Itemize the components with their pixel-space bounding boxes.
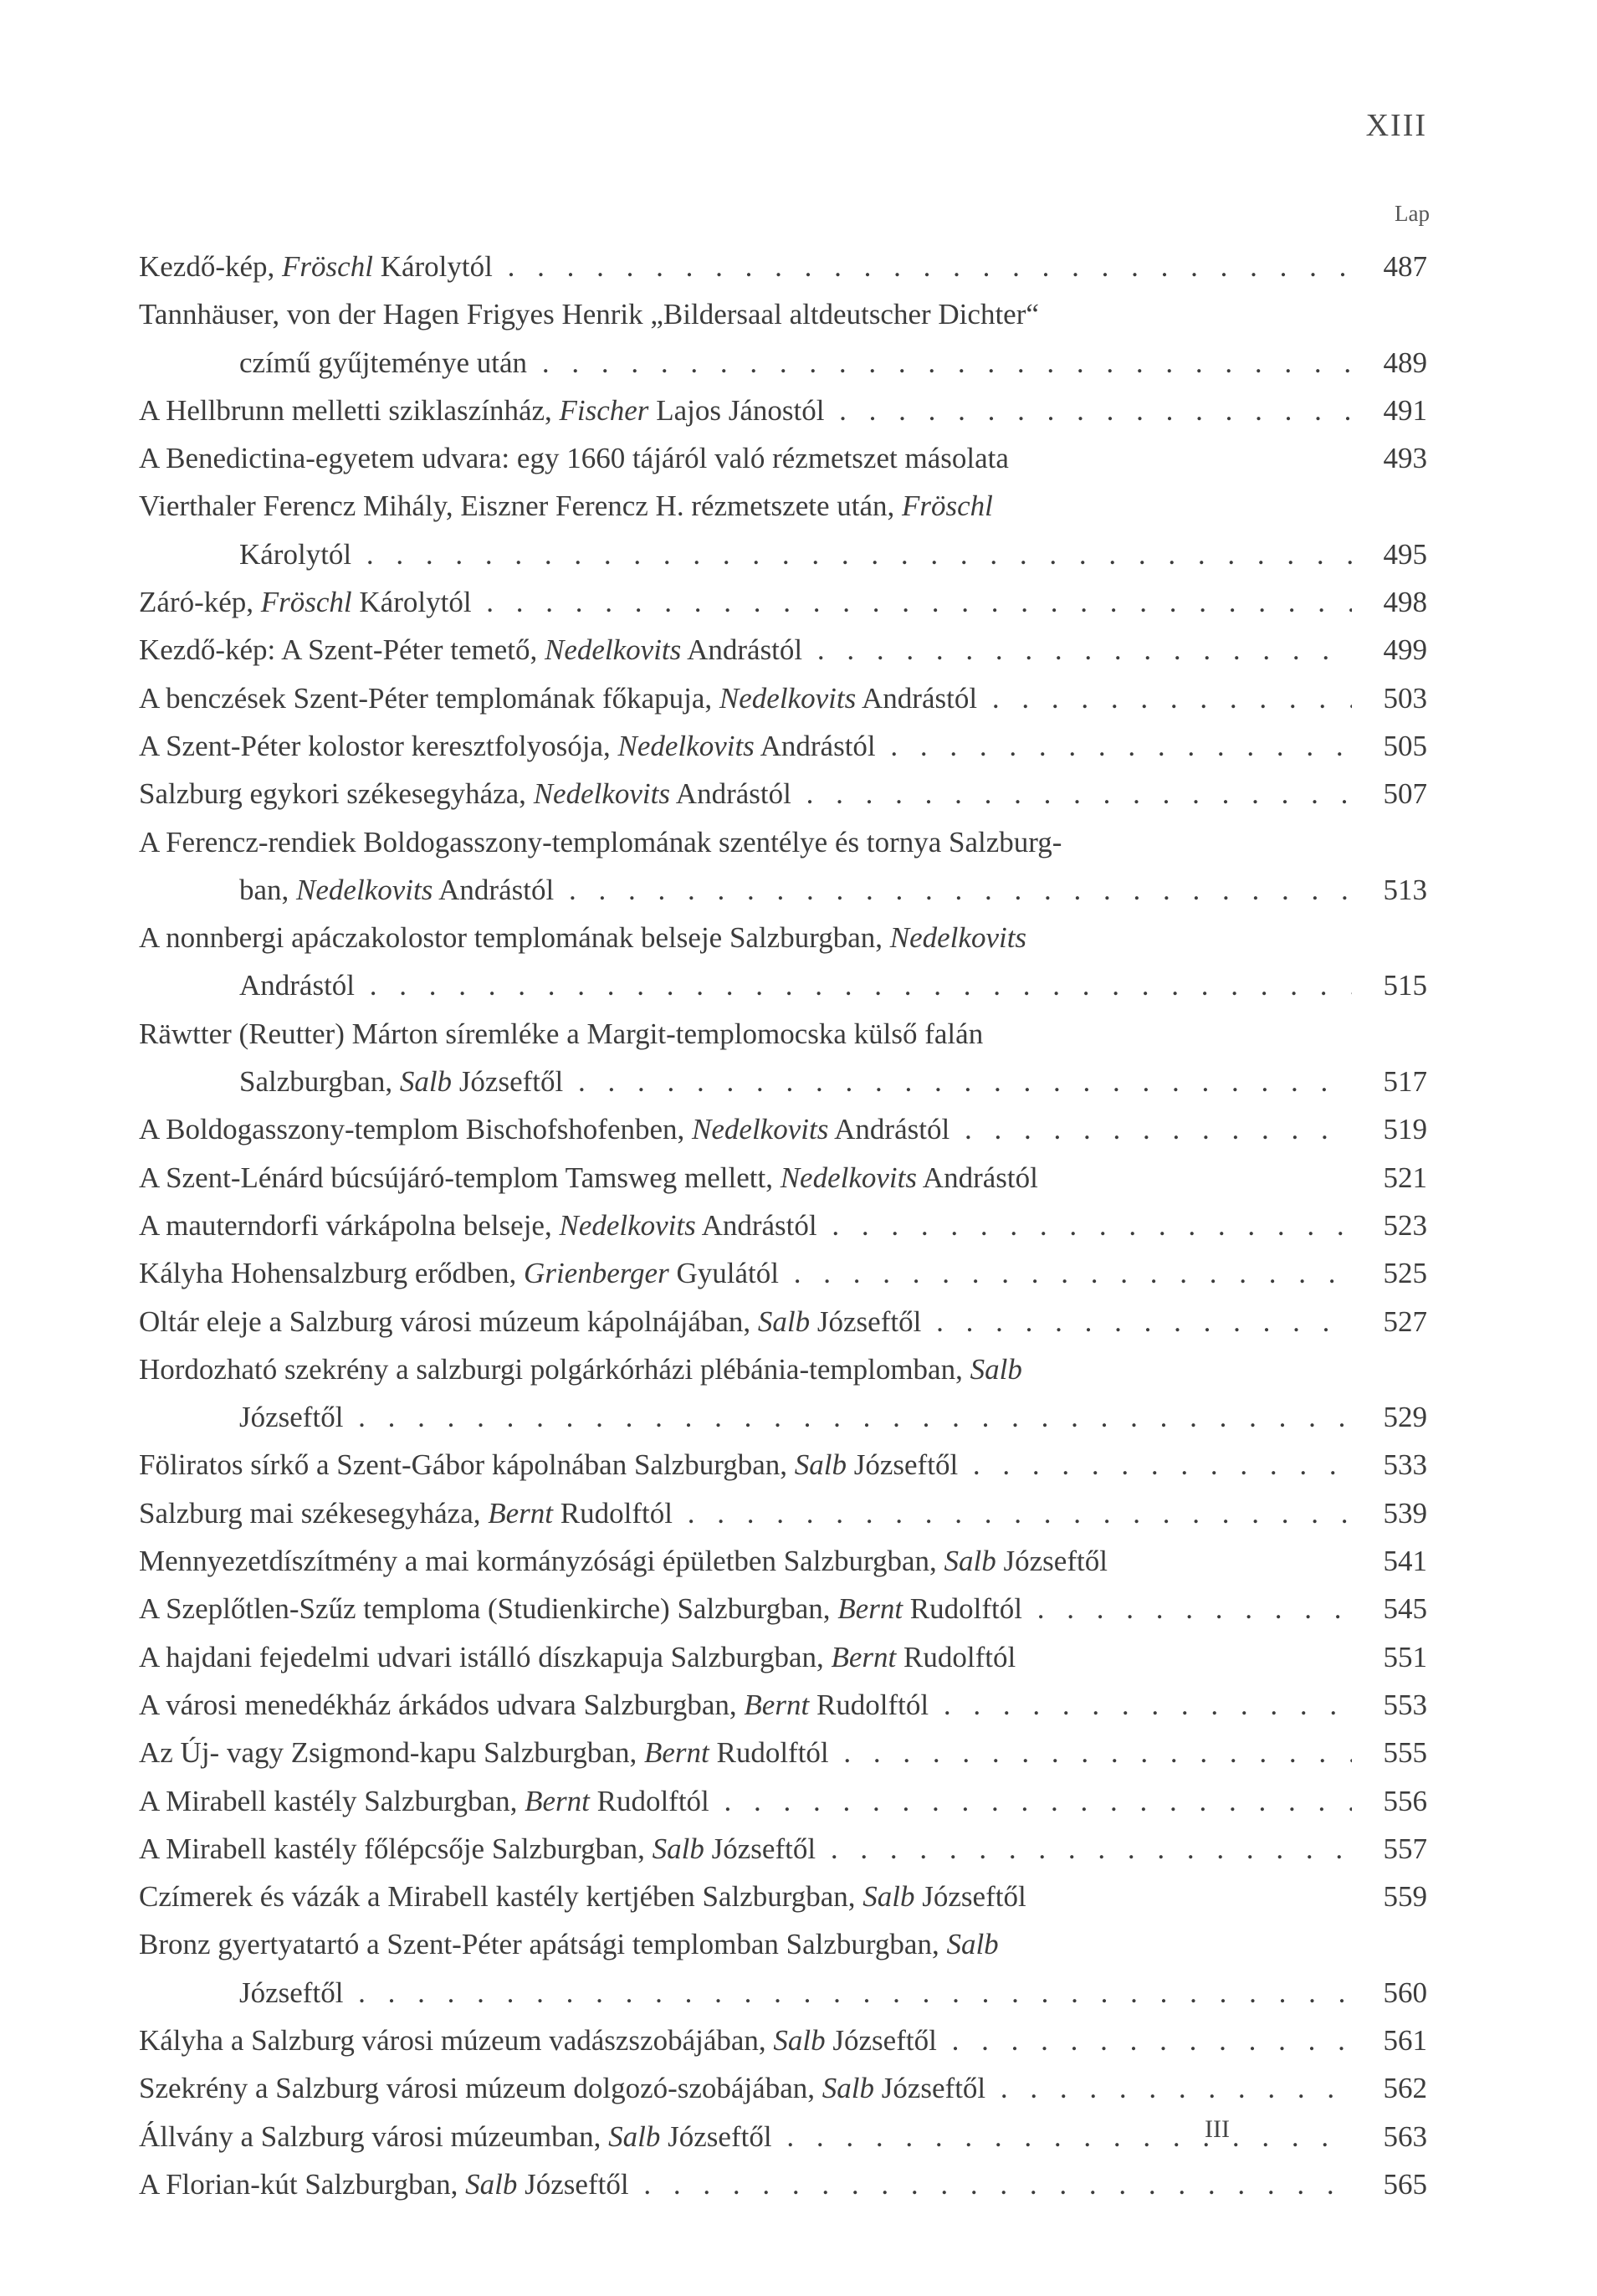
toc-entry xyxy=(139,674,1427,722)
toc-entry-line xyxy=(139,1154,1427,1202)
toc-entry xyxy=(139,722,1427,770)
toc-entry xyxy=(139,2017,1427,2064)
toc-entry-line xyxy=(139,2064,1427,2112)
toc-entry-line xyxy=(139,243,1427,290)
caption-text: A benczések Szent-Péter templomának főkapuja, xyxy=(139,681,719,715)
leader-dots xyxy=(554,874,1352,906)
toc-entry-title xyxy=(139,1298,1352,1345)
caption-text: Józseftől xyxy=(239,1401,344,1434)
caption-text: Józseftől xyxy=(660,2119,772,2153)
caption-text: Józseftől xyxy=(825,2023,937,2057)
caption-text: Rudolftól xyxy=(809,1688,929,1721)
artist-name: Bernt xyxy=(831,1640,897,1673)
artist-name: Nedelkovits xyxy=(545,633,682,667)
page-ref: 553 xyxy=(1383,1688,1427,1721)
caption-text: Bronz gyertyatartó a Szent-Péter apátsági templomban Salzburgban, xyxy=(139,1928,947,1961)
page-ref: 498 xyxy=(1383,586,1427,619)
toc-entry-title xyxy=(139,1537,1352,1585)
caption-text: A Boldogasszony-templom Bischofshofenben, xyxy=(139,1113,693,1146)
artist-name: Salb xyxy=(465,2167,518,2201)
caption-text: Kályha Hohensalzburg erődben, xyxy=(139,1257,525,1290)
caption-text: Józseftől xyxy=(239,1976,344,2009)
toc-entry xyxy=(139,1489,1427,1537)
toc-entry xyxy=(139,1202,1427,1249)
page-ref: 555 xyxy=(1383,1736,1427,1770)
page-ref: 561 xyxy=(1383,2023,1427,2057)
caption-text: Gyulától xyxy=(668,1257,779,1290)
toc-entry-title xyxy=(139,1345,1352,1393)
toc-entry-line xyxy=(139,434,1427,482)
toc-entry-title xyxy=(139,1633,1352,1681)
toc-entry-title xyxy=(139,339,1352,387)
caption-text: Józseftől xyxy=(914,1880,1026,1914)
artist-name: Nedelkovits xyxy=(692,1113,829,1146)
toc-entry-title xyxy=(139,1777,1352,1825)
artist-name: Salb xyxy=(862,1880,915,1914)
toc-entry xyxy=(139,1729,1427,1776)
toc-entry xyxy=(139,914,1427,1010)
artist-name: Salb xyxy=(822,2072,874,2105)
toc-entry xyxy=(139,1633,1427,1681)
toc-entry-title xyxy=(139,1441,1352,1489)
toc-entry xyxy=(139,482,1427,578)
caption-text: A nonnbergi apáczakolostor templomának belseje Salzburgban, xyxy=(139,921,890,955)
toc-entry xyxy=(139,1873,1427,1920)
toc-entry-title xyxy=(139,674,1352,722)
toc-entry xyxy=(139,1777,1427,1825)
toc-entry-title xyxy=(139,626,1352,674)
toc-entry-line xyxy=(139,1729,1427,1776)
toc-entry xyxy=(139,434,1427,482)
leader-dots xyxy=(1022,1592,1352,1625)
toc-entry-line xyxy=(139,1825,1427,1873)
page-ref: 513 xyxy=(1383,873,1427,906)
caption-text: Andrástól xyxy=(681,633,803,667)
toc-entry-line xyxy=(139,290,1427,338)
caption-text: Józseftől xyxy=(810,1304,922,1338)
artist-name: Nedelkovits xyxy=(559,1208,696,1242)
leader-dots xyxy=(876,730,1352,762)
caption-text: A Hellbrunn melletti sziklaszínház, xyxy=(139,393,560,427)
caption-text: Józseftől xyxy=(873,2072,986,2105)
toc-entry xyxy=(139,2113,1427,2160)
toc-entry-line xyxy=(139,1105,1427,1153)
leader-dots xyxy=(563,1065,1352,1098)
artist-name: Salb xyxy=(608,2119,661,2153)
toc-entry xyxy=(139,2064,1427,2112)
page-ref: 541 xyxy=(1383,1545,1427,1578)
toc-entry-title xyxy=(139,1105,1352,1153)
toc-entry xyxy=(139,1249,1427,1297)
caption-text: Rudolftól xyxy=(896,1640,1016,1673)
toc-entry-title xyxy=(139,1681,1352,1729)
artist-name: Nedelkovits xyxy=(617,729,755,762)
caption-text: Lajos Jánostól xyxy=(648,393,825,427)
toc-entry-line xyxy=(139,770,1427,817)
toc-entry-title xyxy=(139,818,1352,866)
toc-entry-title xyxy=(139,1729,1352,1776)
caption-text: A Mirabell kastély Salzburgban, xyxy=(139,1784,525,1817)
caption-text: Mennyezetdíszítmény a mai kormányzósági épületben Salzburgban, xyxy=(139,1545,944,1578)
caption-text: A hajdani fejedelmi udvari istálló díszkapuja Salzburgban, xyxy=(139,1640,832,1673)
page-ref: 527 xyxy=(1383,1304,1427,1338)
toc-entry-line xyxy=(139,2160,1427,2208)
caption-text: Kezdő-kép, xyxy=(139,250,283,283)
toc-entry xyxy=(139,578,1427,626)
toc-entry-line xyxy=(139,1920,1427,1968)
toc-entry-title xyxy=(139,243,1352,290)
page-ref: 503 xyxy=(1383,681,1427,715)
caption-text: Rudolftól xyxy=(589,1784,709,1817)
artist-name: Fröschl xyxy=(260,586,352,619)
caption-text: Föliratos sírkő a Szent-Gábor kápolnában Salzburgban, xyxy=(139,1448,795,1482)
toc-entry xyxy=(139,626,1427,674)
caption-text: Andrástól xyxy=(239,969,356,1002)
toc-entry-line xyxy=(139,866,1427,914)
toc-entry-title xyxy=(139,1154,1352,1202)
artist-name: Bernt xyxy=(525,1784,590,1817)
artist-name: Bernt xyxy=(744,1688,810,1721)
caption-text: ban, xyxy=(239,873,297,906)
page-ref: 557 xyxy=(1383,1832,1427,1865)
caption-text: A Szent-Péter kolostor keresztfolyosója, xyxy=(139,729,618,762)
artist-name: Fischer xyxy=(559,393,649,427)
toc-entry xyxy=(139,1010,1427,1106)
caption-text: Kezdő-kép: A Szent-Péter temető, xyxy=(139,633,545,667)
caption-text: Józseftől xyxy=(704,1832,816,1865)
toc-entry-title xyxy=(139,290,1352,338)
caption-text: Az Új- vagy Zsigmond-kapu Salzburgban, xyxy=(139,1736,644,1770)
artist-name: Nedelkovits xyxy=(889,921,1027,955)
caption-text: Andrástól xyxy=(856,681,978,715)
artist-name: Salb xyxy=(652,1832,704,1865)
caption-text: Károlytól xyxy=(372,250,493,283)
leader-dots xyxy=(673,1497,1352,1530)
page-ref: 529 xyxy=(1383,1401,1427,1434)
caption-text: A Mirabell kastély főlépcsője Salzburgban, xyxy=(139,1832,653,1865)
page-ref: 505 xyxy=(1383,729,1427,762)
caption-text: Állvány a Salzburg városi múzeumban, xyxy=(139,2119,609,2153)
toc-entry-title xyxy=(139,1202,1352,1249)
toc-entry-line xyxy=(139,530,1427,578)
page-ref: 517 xyxy=(1383,1065,1427,1099)
toc-entry xyxy=(139,1154,1427,1202)
leader-dots xyxy=(772,2120,1352,2153)
caption-text: Tannhäuser, von der Hagen Frigyes Henrik „Bildersaal altdeutscher Dichter“ xyxy=(139,298,1039,331)
toc-entry-title xyxy=(139,1585,1352,1632)
artist-name: Nedelkovits xyxy=(533,777,670,811)
page-ref: 539 xyxy=(1383,1496,1427,1530)
caption-text: Józseftől xyxy=(517,2167,629,2201)
toc-entry-line xyxy=(139,818,1427,866)
toc-entry-title xyxy=(139,434,1352,482)
caption-text: Rudolftól xyxy=(553,1496,673,1530)
leader-dots xyxy=(493,250,1352,283)
caption-text: A városi menedékház árkádos udvara Salzburgban, xyxy=(139,1688,745,1721)
toc-entry-line xyxy=(139,1489,1427,1537)
leader-dots xyxy=(817,1209,1352,1242)
page-ref: 563 xyxy=(1383,2119,1427,2153)
page-ref: 519 xyxy=(1383,1113,1427,1146)
page-ref: 487 xyxy=(1383,250,1427,283)
toc-entry-line xyxy=(139,482,1427,530)
toc-entry-title xyxy=(139,1920,1352,1968)
caption-text: Józseftől xyxy=(996,1545,1108,1578)
leader-dots xyxy=(472,586,1352,618)
leader-dots xyxy=(343,1401,1352,1433)
page-ref: 525 xyxy=(1383,1257,1427,1290)
artist-name: Bernt xyxy=(643,1736,709,1770)
caption-text: Józseftől xyxy=(847,1448,959,1482)
page-ref: 507 xyxy=(1383,777,1427,811)
toc-entry-line xyxy=(139,1633,1427,1681)
toc-entry-line xyxy=(139,1202,1427,1249)
leader-dots xyxy=(343,1976,1352,2009)
toc-entry-title xyxy=(139,2160,1352,2208)
toc-entry-line xyxy=(139,578,1427,626)
artist-name: Nedelkovits xyxy=(719,681,857,715)
caption-text: Andrástól xyxy=(695,1208,817,1242)
caption-text: Hordozható szekrény a salzburgi polgárkórházi plébánia-templomban, xyxy=(139,1352,970,1386)
toc-entry xyxy=(139,290,1427,387)
toc-entry-line xyxy=(139,1681,1427,1729)
leader-dots xyxy=(779,1257,1352,1289)
signature-mark: III xyxy=(1205,2115,1230,2143)
toc-entry xyxy=(139,1441,1427,1489)
toc-entry-line xyxy=(139,339,1427,387)
artist-name: Bernt xyxy=(488,1496,554,1530)
caption-text: Vierthaler Ferencz Mihály, Eiszner Ferencz H. rézmetszete után, xyxy=(139,489,902,523)
toc-entry-line xyxy=(139,1393,1427,1441)
caption-text: Andrástól xyxy=(916,1161,1038,1194)
page-number: XIII xyxy=(1365,108,1427,143)
toc-entry-title xyxy=(139,578,1352,626)
leader-dots xyxy=(985,2072,1352,2104)
page-ref: 491 xyxy=(1383,393,1427,427)
toc-entry-title xyxy=(139,914,1352,961)
caption-text: Salzburg mai székesegyháza, xyxy=(139,1496,489,1530)
artist-name: Fröschl xyxy=(282,250,373,283)
toc-entry-line xyxy=(139,626,1427,674)
page-ref: 495 xyxy=(1383,537,1427,571)
toc-entry-title xyxy=(139,770,1352,817)
toc-entry-title xyxy=(139,722,1352,770)
leader-dots xyxy=(802,633,1352,666)
toc-entry-title xyxy=(139,1489,1352,1537)
artist-name: Grienberger xyxy=(524,1257,669,1290)
caption-text: Oltár eleje a Salzburg városi múzeum kápolnájában, xyxy=(139,1304,758,1338)
toc-entry xyxy=(139,1920,1427,2017)
artist-name: Salb xyxy=(794,1448,847,1482)
toc-entry-title xyxy=(139,1249,1352,1297)
toc-entry xyxy=(139,1537,1427,1585)
table-of-illustrations xyxy=(139,243,1427,2208)
leader-dots xyxy=(709,1785,1352,1817)
page-ref: 523 xyxy=(1383,1208,1427,1242)
toc-entry-line xyxy=(139,1777,1427,1825)
page-ref: 559 xyxy=(1383,1880,1427,1914)
toc-entry-title xyxy=(139,482,1352,530)
leader-dots xyxy=(977,682,1352,715)
toc-entry xyxy=(139,1105,1427,1153)
caption-text: Józseftől xyxy=(452,1065,564,1099)
leader-dots xyxy=(791,777,1352,810)
toc-entry-title xyxy=(139,530,1352,578)
page-ref: 562 xyxy=(1383,2072,1427,2105)
toc-entry-line xyxy=(139,1585,1427,1632)
caption-text: Szekrény a Salzburg városi múzeum dolgozó-szobájában, xyxy=(139,2072,822,2105)
caption-text: Andrástól xyxy=(828,1113,950,1146)
page-ref: 493 xyxy=(1383,442,1427,475)
toc-entry xyxy=(139,243,1427,290)
caption-text: A Ferencz-rendiek Boldogasszony-templomának szentélye és tornya Salzburg- xyxy=(139,825,1062,858)
toc-entry-title xyxy=(139,1825,1352,1873)
leader-dots xyxy=(527,346,1352,379)
toc-entry-title xyxy=(139,2017,1352,2064)
toc-entry xyxy=(139,1345,1427,1442)
page-ref: 499 xyxy=(1383,633,1427,667)
caption-text: Károlytól xyxy=(351,586,472,619)
caption-text: Räwtter (Reutter) Márton síremléke a Margit-templomocska külső falán xyxy=(139,1017,984,1050)
toc-entry-title xyxy=(139,2064,1352,2112)
page-ref: 565 xyxy=(1383,2167,1427,2201)
toc-entry-line xyxy=(139,1058,1427,1105)
artist-name: Salb xyxy=(757,1304,811,1338)
artist-name: Salb xyxy=(773,2023,826,2057)
toc-entry-title xyxy=(139,866,1352,914)
leader-dots xyxy=(921,1305,1352,1338)
toc-entry-line xyxy=(139,1537,1427,1585)
toc-entry xyxy=(139,2160,1427,2208)
leader-dots xyxy=(629,2168,1352,2201)
toc-entry-title xyxy=(139,1058,1352,1105)
leader-dots xyxy=(816,1832,1352,1865)
toc-entry xyxy=(139,387,1427,434)
leader-dots xyxy=(949,1113,1352,1145)
toc-entry-line xyxy=(139,1969,1427,2017)
page-ref: 551 xyxy=(1383,1640,1427,1673)
artist-name: Salb xyxy=(399,1065,453,1099)
toc-entry-line xyxy=(139,1345,1427,1393)
toc-entry-title xyxy=(139,1969,1352,2017)
toc-entry-line xyxy=(139,1873,1427,1920)
toc-entry-title xyxy=(139,387,1352,434)
caption-text: Károlytól xyxy=(239,537,352,571)
caption-text: Salzburgban, xyxy=(239,1065,400,1099)
toc-entry xyxy=(139,1298,1427,1345)
page-column-heading: Lap xyxy=(1395,201,1430,226)
leader-dots xyxy=(351,538,1352,571)
toc-entry-line xyxy=(139,722,1427,770)
page-ref: 556 xyxy=(1383,1784,1427,1817)
toc-entry-title xyxy=(139,1873,1352,1920)
caption-text: Andrástól xyxy=(669,777,791,811)
toc-entry-line xyxy=(139,1298,1427,1345)
toc-entry-line xyxy=(139,1010,1427,1058)
leader-dots xyxy=(355,969,1352,1002)
toc-entry-title xyxy=(139,961,1352,1009)
leader-dots xyxy=(829,1736,1352,1769)
artist-name: Nedelkovits xyxy=(296,873,433,906)
caption-text: Andrástól xyxy=(754,729,876,762)
toc-entry-line xyxy=(139,2113,1427,2160)
caption-text: Salzburg egykori székesegyháza, xyxy=(139,777,534,811)
toc-entry-title xyxy=(139,2113,1352,2160)
toc-entry-line xyxy=(139,914,1427,961)
leader-dots xyxy=(929,1689,1352,1721)
artist-name: Nedelkovits xyxy=(780,1161,917,1194)
leader-dots xyxy=(937,2024,1352,2057)
toc-entry-line xyxy=(139,387,1427,434)
toc-entry xyxy=(139,1825,1427,1873)
caption-text: Kályha a Salzburg városi múzeum vadászszobájában, xyxy=(139,2023,774,2057)
toc-entry-line xyxy=(139,1441,1427,1489)
caption-text: A Szent-Lénárd búcsújáró-templom Tamsweg mellett, xyxy=(139,1161,781,1194)
toc-entry-title xyxy=(139,1393,1352,1441)
caption-text: Rudolftól xyxy=(709,1736,829,1770)
page-ref: 560 xyxy=(1383,1976,1427,2009)
caption-text: Andrástól xyxy=(433,873,555,906)
toc-entry-line xyxy=(139,674,1427,722)
caption-text: A mauterndorfi várkápolna belseje, xyxy=(139,1208,560,1242)
leader-dots xyxy=(824,394,1352,427)
caption-text: Záró-kép, xyxy=(139,586,261,619)
caption-text: Czímerek és vázák a Mirabell kastély kertjében Salzburgban, xyxy=(139,1880,863,1914)
toc-entry-line xyxy=(139,1249,1427,1297)
toc-entry-title xyxy=(139,1010,1352,1058)
toc-entry xyxy=(139,1681,1427,1729)
artist-name: Bernt xyxy=(837,1592,903,1626)
page-ref: 533 xyxy=(1383,1448,1427,1482)
artist-name: Salb xyxy=(946,1928,999,1961)
artist-name: Salb xyxy=(944,1545,996,1578)
caption-text: czímű gyűjteménye után xyxy=(239,346,528,379)
artist-name: Salb xyxy=(970,1352,1022,1386)
caption-text: A Florian-kút Salzburgban, xyxy=(139,2167,466,2201)
toc-entry xyxy=(139,818,1427,915)
toc-entry xyxy=(139,1585,1427,1632)
caption-text: A Szeplőtlen-Szűz temploma (Studienkirche) Salzburgban, xyxy=(139,1592,838,1626)
page-ref: 521 xyxy=(1383,1161,1427,1194)
artist-name: Fröschl xyxy=(902,489,993,523)
caption-text: Rudolftól xyxy=(903,1592,1022,1626)
page-ref: 489 xyxy=(1383,346,1427,379)
toc-entry-line xyxy=(139,961,1427,1009)
page-ref: 545 xyxy=(1383,1592,1427,1626)
leader-dots xyxy=(958,1448,1352,1481)
toc-entry-line xyxy=(139,2017,1427,2064)
page-ref: 515 xyxy=(1383,969,1427,1002)
caption-text: A Benedictina-egyetem udvara: egy 1660 tájáról való rézmetszet másolata xyxy=(139,442,1009,475)
toc-entry xyxy=(139,770,1427,817)
